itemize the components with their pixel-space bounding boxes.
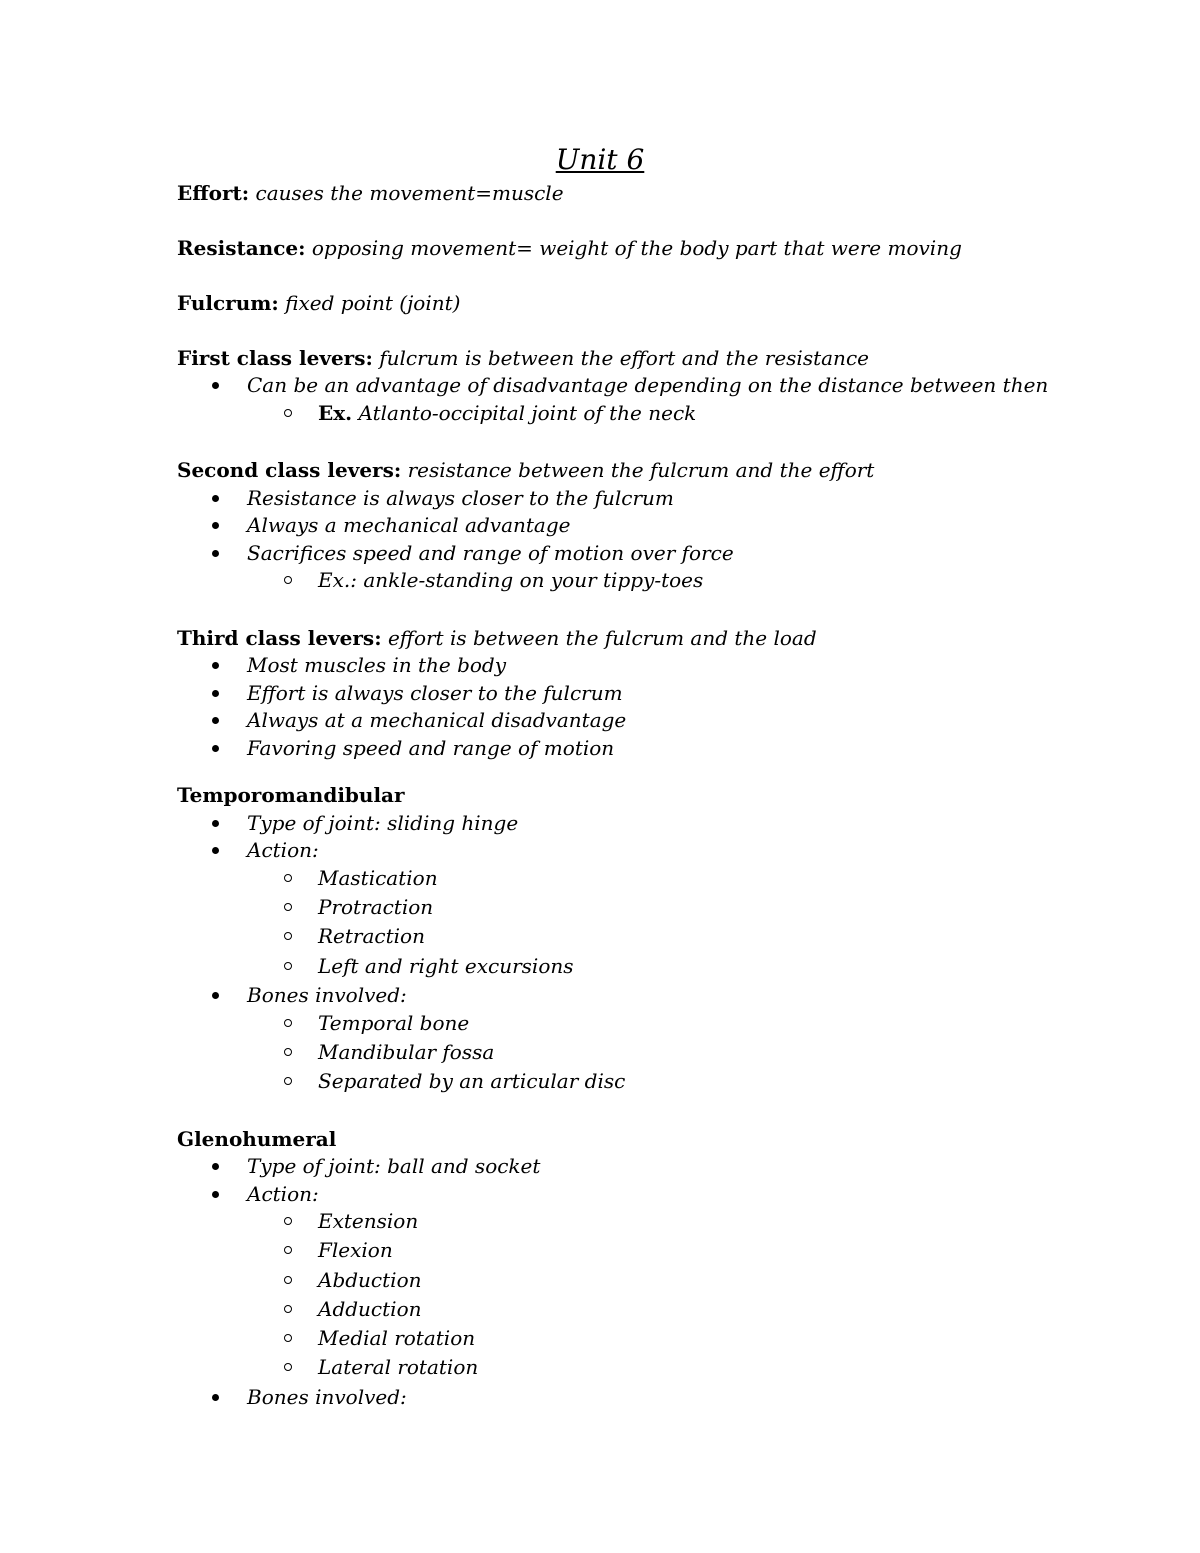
list-item: Resistance is always closer to the fulcrum [212, 485, 674, 511]
list-item: Separated by an articular disc [284, 1068, 625, 1094]
effort-line [177, 180, 564, 206]
circle-bullet-icon [284, 1363, 292, 1371]
first-class-line [177, 345, 869, 371]
third-class-term: Third class levers: [177, 626, 382, 650]
resistance-term: Resistance: [177, 236, 306, 260]
list-item: Left and right excursions [284, 953, 574, 979]
list-item: Flexion [284, 1237, 393, 1263]
page-title: Unit 6 [555, 143, 645, 176]
fulcrum-line [177, 290, 460, 316]
list-item: Mandibular fossa [284, 1039, 494, 1065]
circle-bullet-icon [284, 576, 292, 584]
list-item: Ex.: ankle-standing on your tippy-toes [284, 567, 703, 593]
first-class-term: First class levers: [177, 346, 373, 370]
bullet-icon [212, 992, 219, 999]
list-item: Most muscles in the body [212, 652, 506, 678]
list-item: Retraction [284, 923, 425, 949]
list-item: Bones involved: [212, 1384, 407, 1410]
glenohumeral-heading: Glenohumeral [177, 1127, 337, 1151]
example-text: Atlanto-occipital joint of the neck [358, 401, 697, 425]
bullet-icon [212, 820, 219, 827]
fulcrum-def: fixed point (joint) [285, 291, 461, 315]
list-item: Temporal bone [284, 1010, 469, 1036]
circle-bullet-icon [284, 409, 292, 417]
circle-bullet-icon [284, 1048, 292, 1056]
list-item: Abduction [284, 1267, 422, 1293]
circle-bullet-icon [284, 874, 292, 882]
list-item [284, 400, 696, 426]
list-item: Type of joint: sliding hinge [212, 810, 518, 836]
bullet-icon [212, 1191, 219, 1198]
bullet-icon [212, 382, 219, 389]
third-class-line [177, 625, 817, 651]
circle-bullet-icon [284, 1276, 292, 1284]
bullet-icon [212, 847, 219, 854]
second-class-term: Second class levers: [177, 458, 402, 482]
circle-bullet-icon [284, 962, 292, 970]
resistance-def: opposing movement= weight of the body part that were moving [311, 236, 962, 260]
circle-bullet-icon [284, 1077, 292, 1085]
list-item: Mastication [284, 865, 438, 891]
list-item: Action: [212, 1181, 319, 1207]
list-item: Effort is always closer to the fulcrum [212, 680, 623, 706]
circle-bullet-icon [284, 1217, 292, 1225]
list-item: Lateral rotation [284, 1354, 478, 1380]
example-label: Ex. [318, 401, 353, 425]
bullet-icon [212, 1163, 219, 1170]
third-class-def: effort is between the fulcrum and the load [387, 626, 817, 650]
circle-bullet-icon [284, 1334, 292, 1342]
bullet-icon [212, 1394, 219, 1401]
bullet-icon [212, 690, 219, 697]
fulcrum-term: Fulcrum: [177, 291, 279, 315]
bullet-icon [212, 522, 219, 529]
circle-bullet-icon [284, 1305, 292, 1313]
temporomandibular-heading: Temporomandibular [177, 783, 405, 807]
list-item: Type of joint: ball and socket [212, 1153, 540, 1179]
list-item: Action: [212, 837, 319, 863]
list-item: Medial rotation [284, 1325, 475, 1351]
list-item: Protraction [284, 894, 433, 920]
resistance-line [177, 235, 962, 261]
circle-bullet-icon [284, 903, 292, 911]
bullet-icon [212, 662, 219, 669]
list-item: Sacrifices speed and range of motion over force [212, 540, 734, 566]
list-item: Always at a mechanical disadvantage [212, 707, 626, 733]
list-item: Bones involved: [212, 982, 407, 1008]
bullet-icon [212, 717, 219, 724]
first-class-def: fulcrum is between the effort and the resistance [379, 346, 869, 370]
second-class-line [177, 457, 874, 483]
list-item: Can be an advantage of disadvantage depending on the distance between then [212, 372, 1048, 398]
circle-bullet-icon [284, 1019, 292, 1027]
circle-bullet-icon [284, 1246, 292, 1254]
list-item: Favoring speed and range of motion [212, 735, 614, 761]
bullet-icon [212, 550, 219, 557]
bullet-icon [212, 495, 219, 502]
circle-bullet-icon [284, 932, 292, 940]
effort-def: causes the movement=muscle [255, 181, 564, 205]
second-class-def: resistance between the fulcrum and the effort [407, 458, 875, 482]
list-item: Adduction [284, 1296, 422, 1322]
list-item: Always a mechanical advantage [212, 512, 570, 538]
list-item: Extension [284, 1208, 418, 1234]
bullet-icon [212, 745, 219, 752]
effort-term: Effort: [177, 181, 250, 205]
